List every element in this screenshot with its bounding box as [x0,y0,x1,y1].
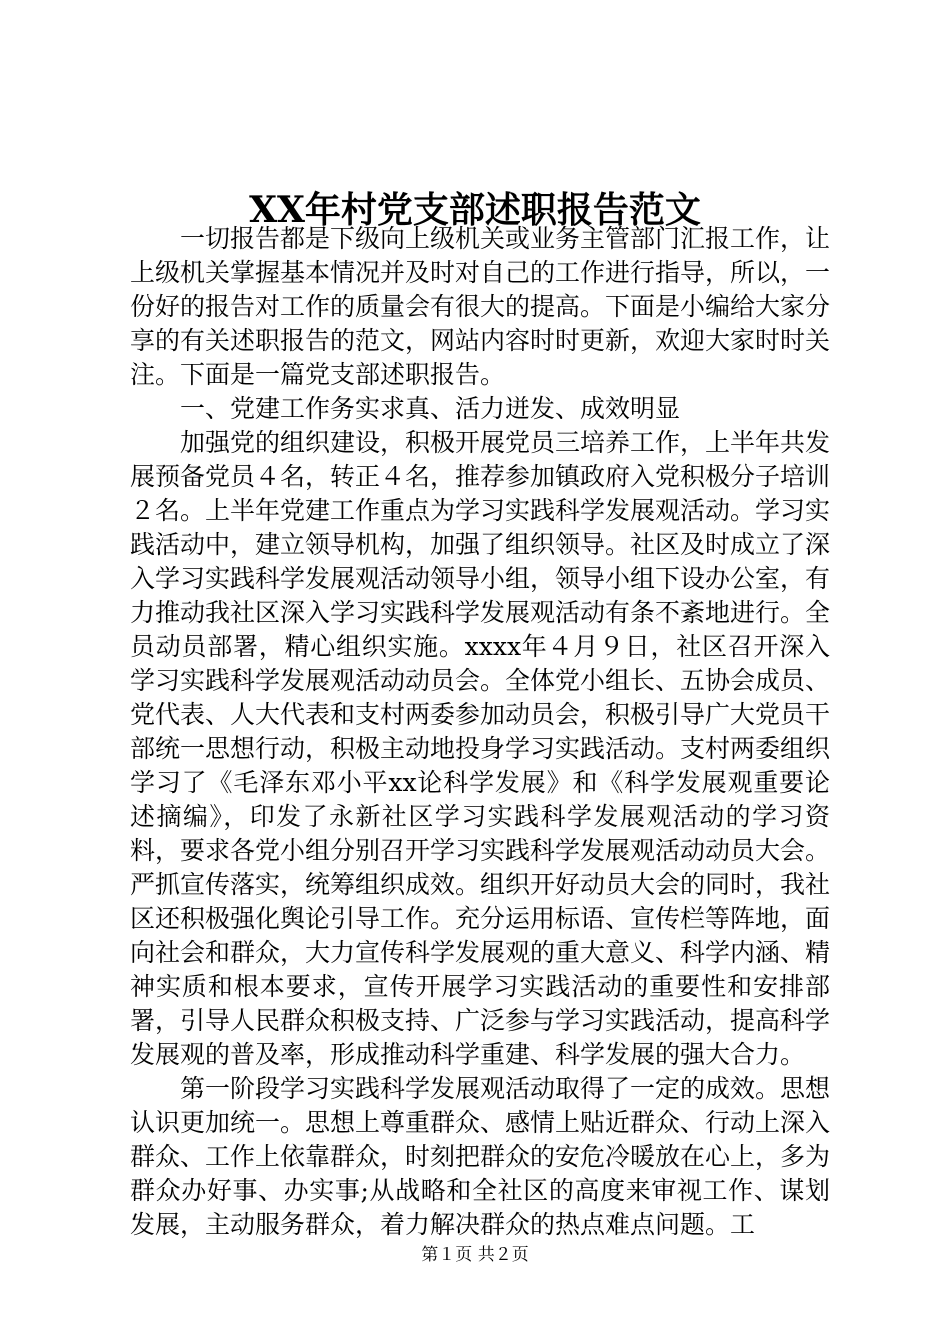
document-title: XX年村党支部述职报告范文 [249,189,701,231]
body-paragraph: 第一阶段学习实践科学发展观活动取得了一定的成效。思想认识更加统一。思想上尊重群众、感情上贴近群众、行动上深入群众、工作上依靠群众，时刻把群众的安危冷暖放在心上，多为群众办好事、办实事;从战略和全社区的高度来审视工作、谋划发展，主动服务群众，着力解决群众的热点难点问题。工 [130,1074,831,1239]
section-heading: 一、党建工作务实求真、活力迸发、成效明显 [180,394,681,423]
intro-paragraph: 一切报告都是下级向上级机关或业务主管部门汇报工作，让上级机关掌握基本情况并及时对自己的工作进行指导，所以，一份好的报告对工作的质量会有很大的提高。下面是小编给大家分享的有关述职报告的范文，网站内容时时更新，欢迎大家时时关注。下面是一篇党支部述职报告。 [130,224,831,389]
page-number: 第１页 共２页 [421,1245,529,1265]
body-paragraph: 加强党的组织建设，积极开展党员三培养工作，上半年共发展预备党员４名，转正４名，推荐参加镇政府入党积极分子培训２名。上半年党建工作重点为学习实践科学发展观活动。学习实践活动中，建立领导机构，加强了组织领导。社区及时成立了深入学习实践科学发展观活动领导小组，领导小组下设办公室，有力推动我社区深入学习实践科学发展观活动有条不紊地进行。全员动员部署，精心组织实施。xxxx年４月９日，社区召开深入学习实践科学发展观活动动员会。全体党小组长、五协会成员、党代表、人大代表和支村两委参加动员会，积极引导广大党员干部统一思想行动，积极主动地投身学习实践活动。支村两委组织学习了《毛泽东邓小平xx论科学发展》和《科学发展观重要论述摘编》，印发了永新社区学习实践科学发展观活动的学习资料，要求各党小组分别召开学习实践科学发展观活动动员大会。严抓宣传落实，统筹组织成效。组织开好动员大会的同时，我社区还积极强化舆论引导工作。充分运用标语、宣传栏等阵地，面向社会和群众，大力宣传科学发展观的重大意义、科学内涵、精神实质和根本要求，宣传开展学习实践活动的重要性和安排部署，引导人民群众积极支持、广泛参与学习实践活动，提高科学发展观的普及率，形成推动科学重建、科学发展的强大合力。 [130,428,831,1069]
document-body [130,222,830,1242]
